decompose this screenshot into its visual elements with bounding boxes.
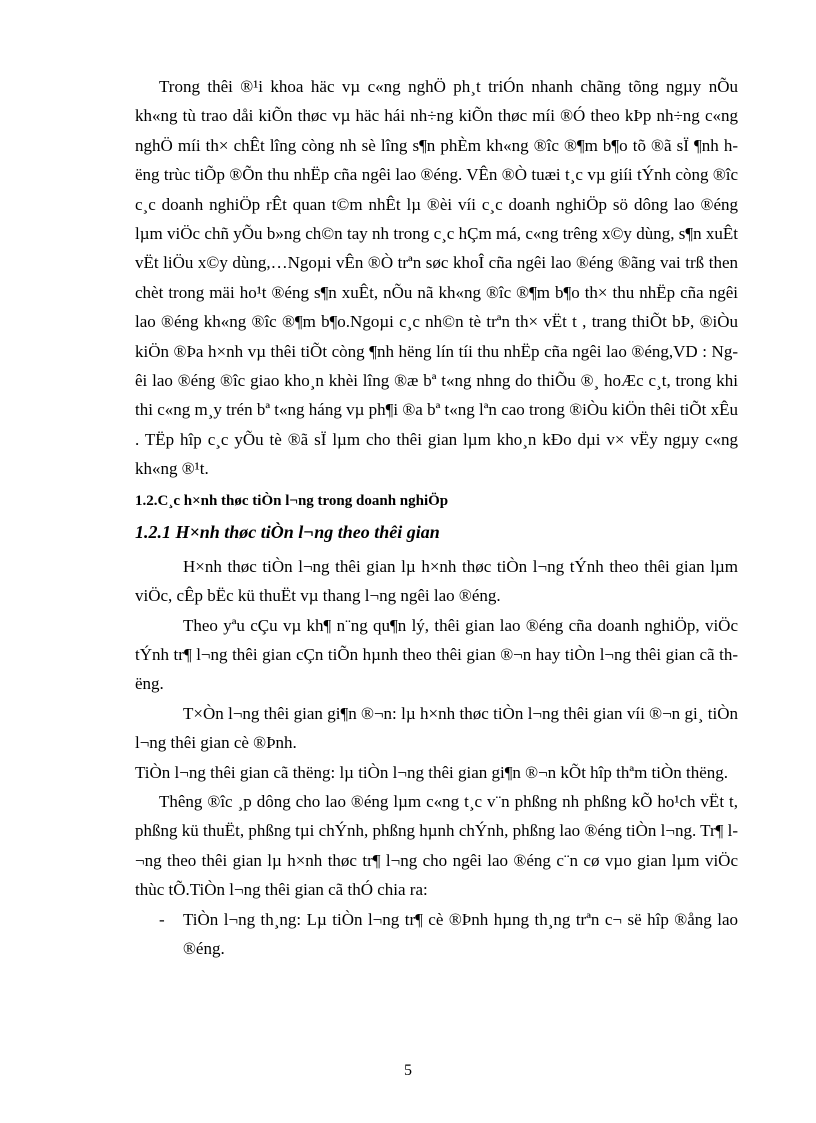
paragraph-time-wage-definition: H×nh thøc tiÒn l¬ng thêi gian lµ h×nh thøc tiÒn l¬ng tÝnh theo thêi gian lµm viÖc, cÊp bËc kü thuËt vµ thang l¬ng ngêi lao ®éng. xyxy=(135,556,738,606)
bullet-mark: - xyxy=(159,909,165,929)
paragraph-factors: Trong thêi ®¹i khoa häc vµ c«ng nghÖ ph¸t triÓn nhanh chãng tõng ngµy nÕu kh«ng tù trao dåi kiÕn thøc vµ häc hái nh÷ng kiÕn thøc míi ®Ó theo kÞp nh÷ng c«ng nghÖ míi th× chÊt lîng còng nh sè lîng s¶n phÈm kh«ng ®îc ®¶m b¶o tõ ®ã sÏ ¶nh hëng trùc tiÕp ®Õn thu nhËp cña ngêi lao ®éng. VÊn ®Ò tuæi t¸c vµ giíi tÝnh còng ®îc c¸c doanh nghiÖp rÊt quan t©m nhÊt lµ ®èi víi c¸c doanh nghiÖp sö dông lao ®éng lµm viÖc chñ yÕu b»ng ch©n tay nh trong c¸c hÇm má, c«ng trêng x©y dùng, s¶n xuÊt vËt liÖu x©y dùng,…Ngoµi vÊn ®Ò trªn søc khoÎ cña ngêi lao ®éng ®ãng vai trß then chèt trong mäi ho¹t ®éng s¶n xuÊt, nÕu nã kh«ng ®îc ®¶m b¶o th× thu nhËp cña ngêi lao ®éng kh«ng ®îc ®¶m b¶o.Ngoµi c¸c nh©n tè trªn th× vËt t , trang thiÕt bÞ, ®iÒu kiÖn ®Þa h×nh vµ thêi tiÕt còng ¶nh hëng lín tíi thu nhËp cña ngêi lao ®éng,VD : Ngêi lao ®éng ®îc giao kho¸n khèi lîng ®æ bª t«ng nhng do thiÕu ®¸ hoÆc c¸t, trong khi thi c«ng m¸y trén bª t«ng háng vµ ph¶i ®a bª t«ng lªn cao trong ®iÒu kiÖn thêi tiÕt xÊu . TËp hîp c¸c yÕu tè ®ã sÏ lµm cho thêi gian lµm kho¸n kÐo dµi v× vËy ngµy c«ng kh«ng ®¹t. xyxy=(135,77,738,479)
paragraph-simple-time-wage: T×Òn l¬ng thêi gian gi¶n ®¬n: lµ h×nh thøc tiÒn l¬ng thêi gian víi ®¬n gi¸ tiÒn l¬ng thêi gian cè ®Þnh. xyxy=(135,703,738,753)
document-body xyxy=(135,72,738,963)
subsection-heading: 1.2.1 H×nh thøc tiÒn l¬ng theo thêi gian xyxy=(135,521,440,542)
paragraph-requirements: Theo yªu cÇu vµ kh¶ n¨ng qu¶n lý, thêi gian lao ®éng cña doanh nghiÖp, viÖc tÝnh tr¶ l¬ng thêi gian cÇn tiÕn hµnh theo thêi gian ®¬n hay tiÒn l¬ng thêi gian cã thëng. xyxy=(135,615,738,694)
paragraph-bonus-time-wage: TiÒn l¬ng thêi gian cã thëng: lµ tiÒn l¬ng thêi gian gi¶n ®¬n kÕt hîp thªm tiÒn thëng. xyxy=(135,762,729,782)
bullet-text: TiÒn l¬ng th¸ng: Lµ tiÒn l¬ng tr¶ cè ®Þnh hµng th¸ng trªn c¬ së hîp ®ång lao ®éng. xyxy=(183,909,738,958)
bullet-item xyxy=(159,905,738,964)
section-heading: 1.2.C¸c h×nh thøc tiÒn l¬ng trong doanh nghiÖp xyxy=(135,492,449,509)
page-number: 5 xyxy=(404,1062,412,1079)
paragraph-application: Thêng ®îc ¸p dông cho lao ®éng lµm c«ng t¸c v¨n phßng nh phßng kÕ ho¹ch vËt t, phßng kü thuËt, phßng tµi chÝnh, phßng hµnh chÝnh, phßng lao ®éng tiÒn l¬ng. Tr¶ l¬ng theo thêi gian lµ h×nh thøc tr¶ l¬ng cho ngêi lao ®éng c¨n cø vµo gian lµm viÖc thùc tÕ.TiÒn l¬ng thêi gian cã thÓ chia ra: xyxy=(135,791,738,900)
